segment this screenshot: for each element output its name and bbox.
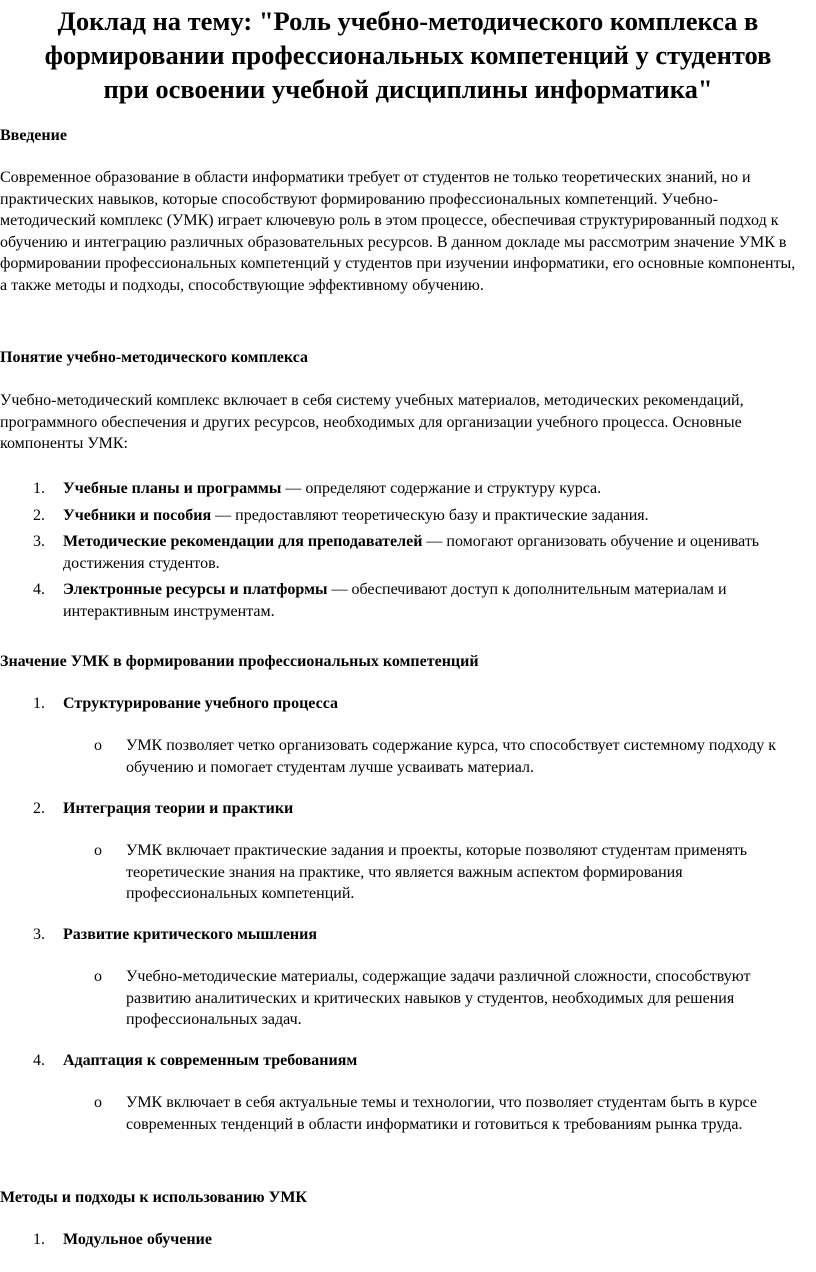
value-item-detail	[0, 840, 786, 905]
methods-item-title-text: Модульное обучение	[63, 1231, 212, 1248]
list-item	[0, 579, 803, 622]
value-item-detail	[0, 966, 786, 1031]
concept-components-list	[0, 478, 816, 627]
value-item-title	[0, 798, 816, 819]
circle-bullet-icon: o	[94, 1094, 102, 1111]
list-number: 4.	[33, 581, 45, 598]
value-item-title	[0, 924, 816, 945]
list-item-bold: Учебные планы и программы	[63, 480, 282, 497]
list-item-text: — помогают организовать обучение и оценивать достижения студентов.	[63, 533, 760, 572]
value-item-detail-text: УМК включает в себя актуальные темы и технологии, что позволяет студентам быть в курсе современных тенденций в области информатики и готовиться к требованиям рынка труда.	[126, 1094, 757, 1133]
concept-paragraph: Учебно-методический комплекс включает в себя систему учебных материалов, методических рекомендаций, программного обеспечения и других ресурсов, необходимых для организации учебного процесса. Основные компоненты УМК:	[0, 392, 744, 453]
intro-paragraph: Современное образование в области информатики требует от студентов не только теоретических знаний, но и практических навыков, которые способствуют формированию профессиональных компетенций. Учебно-методический комплекс (УМК) играет ключевую роль в этом процессе, обеспечивая структурированный подход к обучению и интеграцию различных образовательных ресурсов. В данном докладе мы рассмотрим значение УМК в формировании профессиональных компетенций у студентов при изучении информатики, его основные компоненты, а также методы и подходы, способствующие эффективному обучению.	[0, 169, 796, 294]
value-item	[0, 1050, 816, 1135]
list-item	[0, 505, 803, 527]
value-item-title	[0, 693, 816, 714]
value-item-title-text: Адаптация к современным требованиям	[63, 1052, 358, 1069]
circle-bullet-icon: o	[94, 737, 102, 754]
value-heading: Значение УМК в формировании профессиональных компетенций	[0, 653, 479, 670]
value-item	[0, 798, 816, 905]
value-item-title-text: Структурирование учебного процесса	[63, 695, 338, 712]
value-item-detail-text: Учебно-методические материалы, содержащие задачи различной сложности, способствуют развитию аналитических и критических навыков у студентов, необходимых для решения профессиональных задач.	[126, 968, 751, 1028]
value-item	[0, 924, 816, 1031]
list-number: 4.	[33, 1052, 45, 1069]
list-item-text: — обеспечивают доступ к дополнительным материалам и интерактивным инструментам.	[63, 581, 727, 620]
value-item-title-text: Интеграция теории и практики	[63, 800, 294, 817]
list-number: 3.	[33, 926, 45, 943]
list-item-bold: Электронные ресурсы и платформы	[63, 581, 328, 598]
value-item	[0, 693, 816, 778]
list-number: 1.	[33, 480, 45, 497]
value-item-title	[0, 1050, 816, 1071]
value-item-detail	[0, 735, 786, 778]
document-page	[0, 4, 816, 1272]
concept-heading: Понятие учебно-методического комплекса	[0, 349, 308, 366]
methods-item	[0, 1229, 816, 1250]
value-item-title-text: Развитие критического мышления	[63, 926, 318, 943]
value-item-detail-text: УМК включает практические задания и проекты, которые позволяют студентам применять теоретические знания на практике, что является важным аспектом формирования профессиональных компетенций.	[126, 842, 748, 902]
list-number: 1.	[33, 1231, 45, 1248]
list-number: 2.	[33, 800, 45, 817]
intro-heading: Введение	[0, 127, 67, 144]
list-item	[0, 478, 803, 500]
list-item	[0, 531, 803, 574]
list-number: 2.	[33, 506, 45, 524]
document-title: Доклад на тему: "Роль учебно-методического комплекса в формировании профессиональных компетенций у студентов при освоении учебной дисциплины информатика"	[44, 6, 772, 104]
methods-heading: Методы и подходы к использованию УМК	[0, 1189, 308, 1206]
list-item-text: — определяют содержание и структуру курса.	[281, 480, 602, 497]
circle-bullet-icon: o	[94, 842, 102, 859]
value-item-detail-text: УМК позволяет четко организовать содержание курса, что способствует системному подходу к обучению и помогает студентам лучше усваивать материал.	[126, 737, 776, 776]
circle-bullet-icon: o	[94, 968, 102, 985]
list-number: 1.	[33, 695, 45, 712]
value-item-detail	[0, 1092, 786, 1135]
methods-item-title	[0, 1229, 816, 1250]
list-item-text: — предоставляют теоретическую базу и практические задания.	[211, 506, 649, 524]
list-item-bold: Методические рекомендации для преподавателей	[63, 533, 423, 550]
list-item-bold: Учебники и пособия	[63, 506, 212, 524]
list-number: 3.	[33, 533, 45, 550]
